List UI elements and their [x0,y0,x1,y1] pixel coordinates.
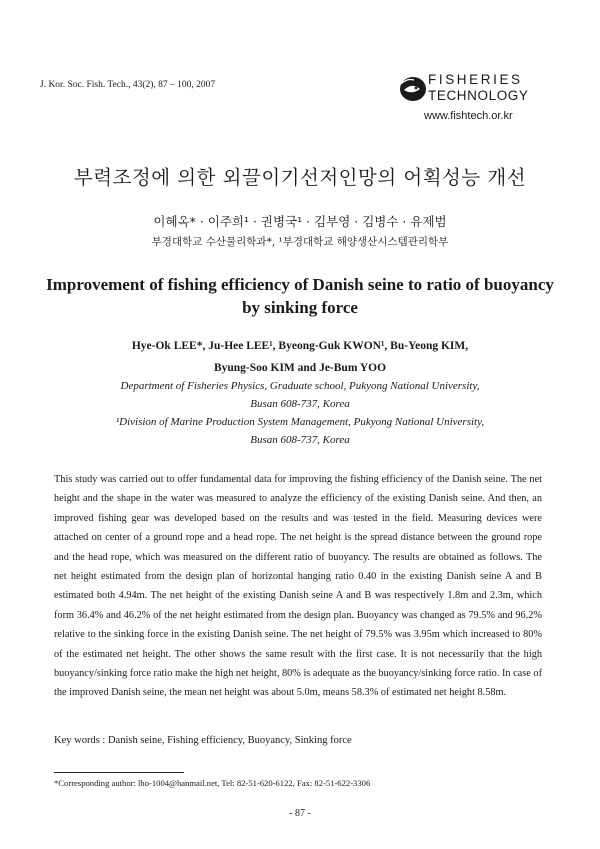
affiliation-line-3: ¹Division of Marine Production System Management, Pukyong National University, [115,416,485,428]
korean-authors: 이혜옥* · 이주희¹ · 권병국¹ · 김부영 · 김병수 · 유제범 [153,214,447,229]
authors-line-1: Hye-Ok LEE*, Ju-Hee LEE¹, Byeong-Guk KWON¹, Bu-Yeong KIM, [131,340,469,352]
korean-affiliation: 부경대학교 수산물리학과*, ¹부경대학교 해양생산시스템관리학부 [151,236,449,248]
fish-logo-icon [398,72,428,106]
affiliation-line-4: Busan 608-737, Korea [250,434,350,446]
journal-citation: J. Kor. Soc. Fish. Tech., 43(2), 87 – 100, 2007 [40,80,216,90]
affiliation-line-2: Busan 608-737, Korea [250,398,350,410]
page-number: - 87 - [289,808,311,819]
authors-line-2: Byung-Soo KIM and Je-Bum YOO [213,362,387,374]
keywords: Key words : Danish seine, Fishing efficiency, Buoyancy, Sinking force [54,735,352,746]
fisheries-technology-logo [398,72,558,130]
english-title: Improvement of fishing efficiency of Danish seine to ratio of buoyancy by sinking force [46,275,554,317]
journal-website: www.fishtech.or.kr [424,110,513,122]
logo-text-fisheries: FISHERIES [428,72,523,87]
logo-text-technology: TECHNOLOGY [428,88,529,103]
abstract-text: This study was carried out to offer fundamental data for improving the fishing efficiency of the Danish seine. The net height and the shape in the water was measured to analyze the efficiency of the existing Danish seine. And then, an improved fishing gear was developed based on the results and was tested in the field. Measuring devices were attached on center of a ground rope and a head rope. The net height is the spread distance between the ground rope and the head rope, which was measured on the different ratio of buoyancy. The results are obtained as follows. The net height estimated from the design plan of horizontal hanging ratio 0.40 in the existing Danish seine A and B estimated both 4.94m. The net height of the existing Danish seine A and B was respectively 1.8m and 2.3m, which form 36.4% and 46.2% of the net height estimated from the design plan. Buoyancy was changed as 79.5% and 96.2% relative to the sinking force in the existing Danish seine. The net height of 79.5% was 3.95m which increased to 80% of the estimated net height. The other shows the same result with the first case. It is not necessarily that the high buoyancy/sinking force ratio make the high net height, 80% is adequate as the buoyancy/sinking force ratio. In case of the improved Danish seine, the mean net height was about 5.0m, means 58.3% of estimated net height 8.58m. [54,474,542,699]
affiliation-line-1: Department of Fisheries Physics, Graduate school, Pukyong National University, [120,380,480,392]
footnote-divider [54,772,184,773]
english-authors [40,335,560,379]
corresponding-author-footnote: *Corresponding author: lho-1004@hanmail.net, Tel: 82-51-620-6122, Fax: 82-51-622-3306 [54,778,371,788]
english-affiliation [40,377,560,449]
korean-title: 부력조정에 의한 외끌이기선저인망의 어획성능 개선 [73,166,527,189]
